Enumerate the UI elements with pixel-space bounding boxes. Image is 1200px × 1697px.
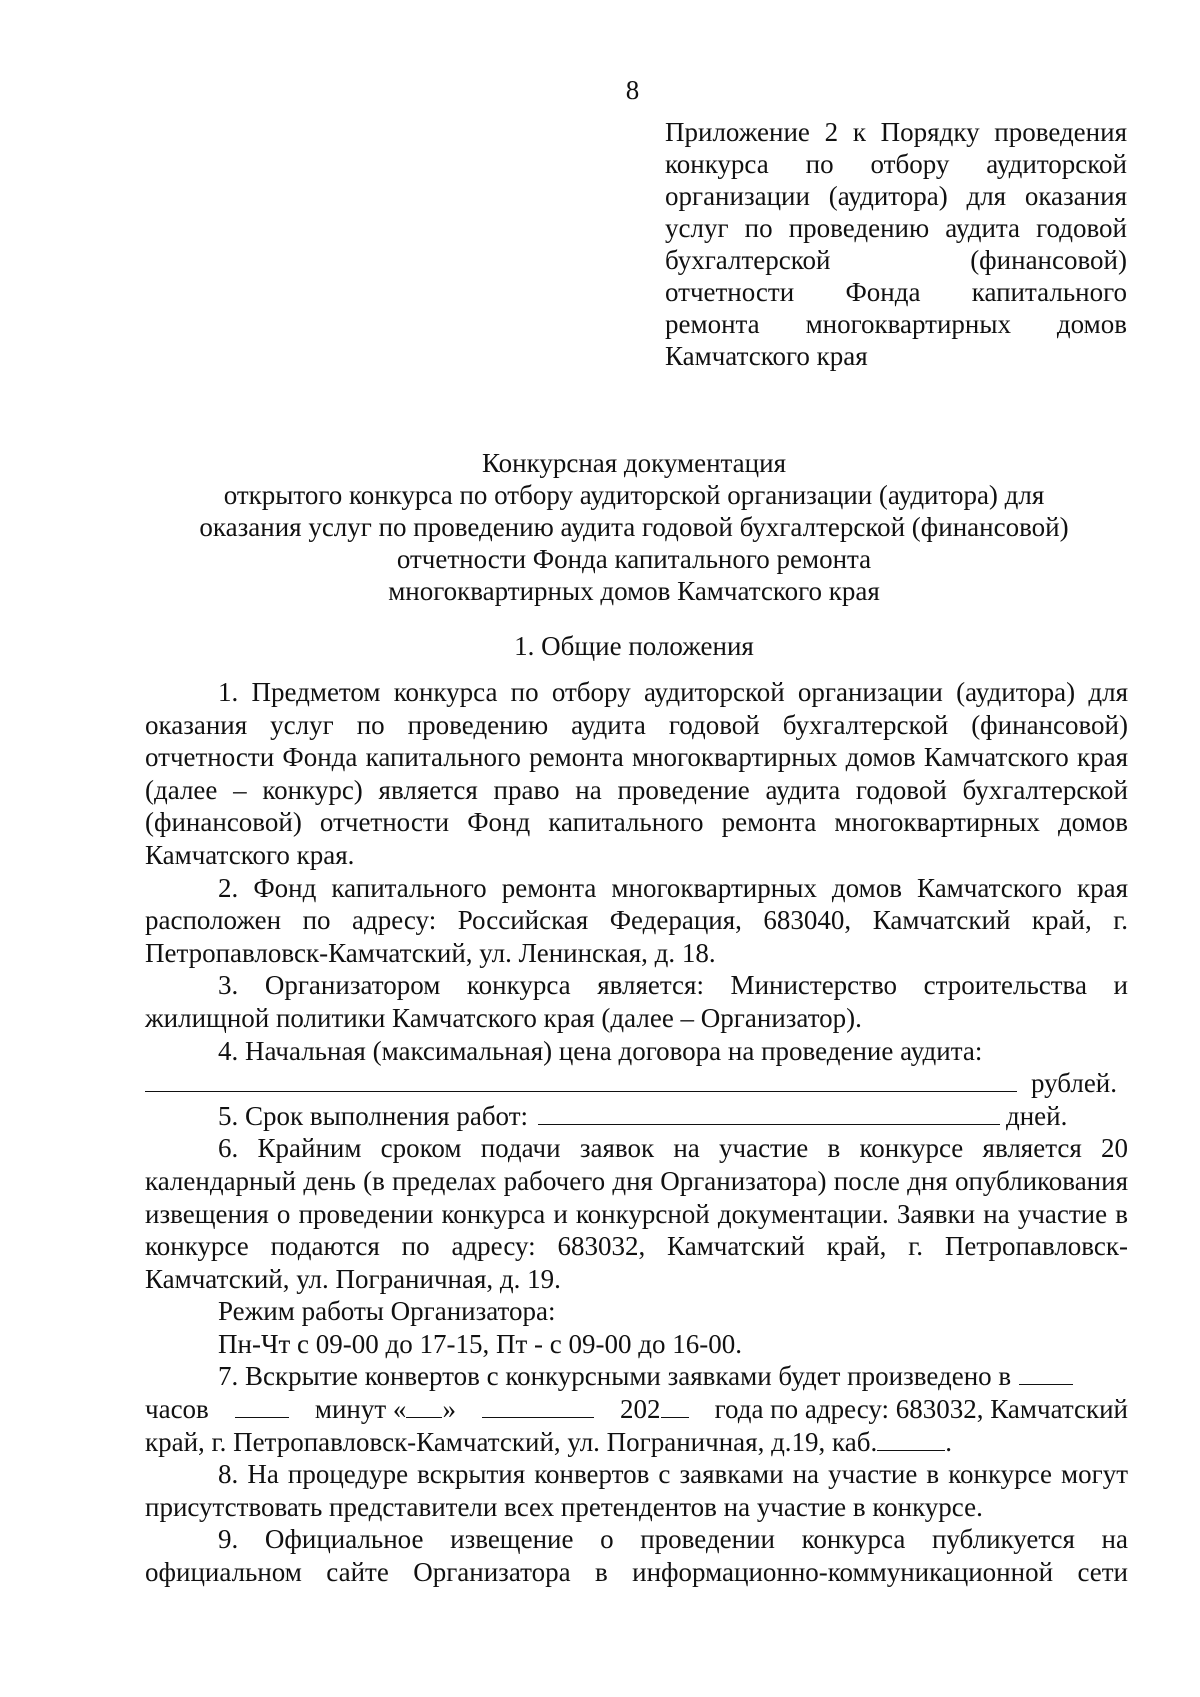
paragraph-5	[145, 1100, 1128, 1133]
paragraph-7-line-2	[145, 1393, 1128, 1426]
day-blank-field[interactable]	[406, 1393, 442, 1418]
document-body	[145, 676, 1128, 1589]
title-line: открытого конкурса по отбору аудиторской организации (аудитора) для	[223, 480, 1045, 510]
section-heading: 1. Общие положения	[514, 631, 754, 661]
paragraph-7-text-a: 7. Вскрытие конвертов с конкурсными заявками будет произведено в	[218, 1361, 1012, 1392]
hours-blank-field[interactable]	[1019, 1360, 1073, 1385]
price-line	[145, 1067, 1128, 1100]
year-blank-field[interactable]	[661, 1393, 689, 1418]
paragraph-7-text-b: часов	[145, 1394, 209, 1425]
schedule-label: Режим работы Организатора:	[218, 1296, 556, 1327]
paragraph-8: 8. На процедуре вскрытия конвертов с заявками на участие в конкурсе могут присутствовать представители всех претендентов на участие в конкурсе.	[145, 1459, 1128, 1522]
paragraph-7-year	[620, 1393, 689, 1426]
paragraph-1: 1. Предметом конкурса по отбору аудиторской организации (аудитора) для оказания услуг по проведению аудита годовой бухгалтерской (финансовой) отчетности Фонда капитального ремонта многоквартирных домов Камчатского края (далее – конкурс) является право на проведение аудита годовой бухгалтерской (финансовой) отчетности Фонд капитального ремонта многоквартирных домов Камчатского края.	[145, 677, 1128, 870]
page-number: 8	[625, 75, 640, 105]
price-unit: рублей.	[1031, 1068, 1118, 1099]
appendix-note: Приложение 2 к Порядку проведения конкурса по отбору аудиторской организации (аудитора) для оказания услуг по проведению аудита годовой бухгалтерской (финансовой) отчетности Фонда капитального ремонта многоквартирных домов Камчатского края	[665, 117, 1127, 371]
quote-open: минут «	[314, 1394, 407, 1425]
title-line: Конкурсная документация	[481, 448, 786, 478]
term-blank-field[interactable]	[538, 1100, 1000, 1125]
paragraph-2: 2. Фонд капитального ремонта многоквартирных домов Камчатского края расположен по адресу: Российская Федерация, 683040, Камчатский край, г. Петропавловск-Камчатский, ул. Ленинская, д. 18.	[145, 872, 1128, 968]
paragraph-7-text-g: край, г. Петропавловск-Камчатский, ул. Пограничная, д.19, каб.	[145, 1426, 878, 1457]
paragraph-4-text: 4. Начальная (максимальная) цена договора на проведение аудита:	[218, 1035, 983, 1066]
paragraph-5-label: 5. Срок выполнения работ:	[218, 1100, 528, 1131]
schedule-hours: Пн-Чт с 09-00 до 17-15, Пт - с 09-00 до 16-00.	[218, 1328, 742, 1359]
title-line: многоквартирных домов Камчатского края	[388, 576, 880, 606]
paragraph-3: 3. Организатором конкурса является: Министерство строительства и жилищной политики Камчатского края (далее – Организатор).	[145, 970, 1128, 1033]
paragraph-9: 9. Официальное извещение о проведении конкурса публикуется на официальном сайте Организатора в информационно-коммуникационной сети	[145, 1524, 1128, 1588]
paragraph-7-text-c	[315, 1393, 456, 1426]
paragraph-7-text-f: года по адресу: 683032, Камчатский	[714, 1394, 1128, 1425]
paragraph-7-text-h: .	[945, 1426, 952, 1457]
document-title	[140, 447, 1128, 607]
year-prefix: 202	[620, 1394, 661, 1425]
quote-close: »	[442, 1394, 456, 1425]
minutes-blank-field[interactable]	[235, 1393, 289, 1418]
title-line: отчетности Фонда капитального ремонта	[396, 544, 872, 574]
paragraph-7-line-3	[145, 1426, 1128, 1459]
office-blank-field[interactable]	[877, 1426, 945, 1451]
price-blank-field[interactable]	[145, 1067, 1017, 1092]
paragraph-6: 6. Крайним сроком подачи заявок на участие в конкурсе является 20 календарный день (в пределах рабочего дня Организатора) после дня опубликования извещения о проведении конкурса и конкурсной документации. Заявки на участие в конкурсе подаются по адресу: 683032, Камчатский край, г. Петропавловск-Камчатский, ул. Пограничная, д. 19.	[145, 1133, 1128, 1294]
paragraph-7-line-1	[145, 1360, 1128, 1393]
term-unit: дней.	[1006, 1100, 1068, 1131]
month-blank-field[interactable]	[482, 1393, 594, 1418]
title-line: оказания услуг по проведению аудита годовой бухгалтерской (финансовой)	[199, 512, 1069, 542]
paragraph-4	[145, 1035, 1128, 1068]
